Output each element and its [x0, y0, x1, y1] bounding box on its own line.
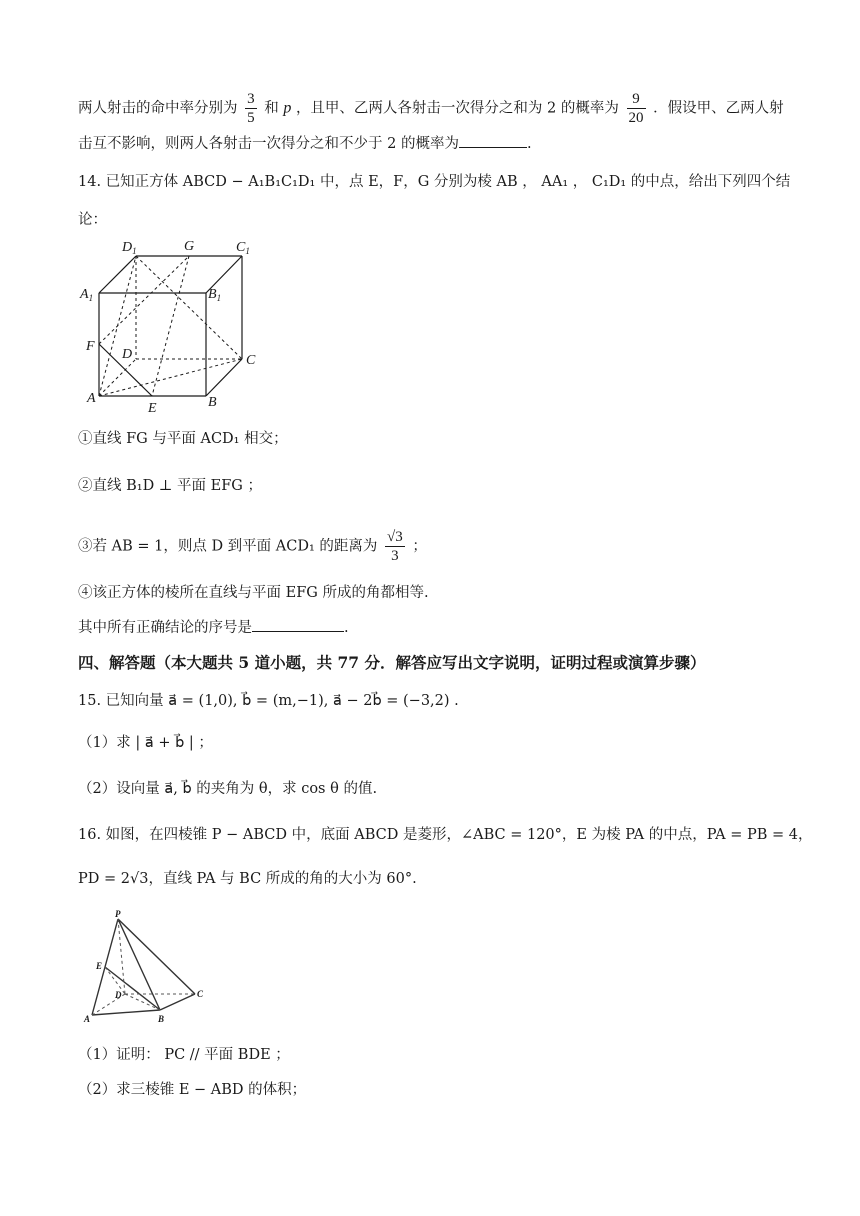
svg-text:P: P: [115, 909, 121, 919]
q14-conclusion-3: ③若 AB = 1，则点 D 到平面 ACD₁ 的距离为 $\frac{√3}{3}$ ；: [78, 529, 427, 564]
svg-text:E: E: [148, 401, 157, 416]
svg-text:D1: $D_1$: [122, 240, 137, 256]
q13-line2: 击互不影响，则两人各射击一次得分之和不少于 2 的概率为 .: [78, 133, 532, 154]
q14-stem-line1: 14. 已知正方体 ABCD − A₁B₁C₁D₁ 中，点 E，F，G 分别为棱 AB ， AA₁ ， C₁D₁ 的中点，给出下列四个结: [78, 174, 791, 190]
q16-stem-line2: PD = 2√3，直线 PA 与 BC 所成的角的大小为 60°.: [78, 871, 417, 887]
section-heading: 四、解答题（本大题共 5 道小题，共 77 分．解答应写出文字说明，证明过程或演算步骤）: [78, 653, 706, 672]
fraction-9-20: $\frac{9}{20}$: [628, 91, 644, 126]
q14-conclusion-1: ①直线 FG 与平面 ACD₁ 相交；: [78, 431, 288, 447]
svg-text:C1: $C_1$: [236, 240, 250, 256]
q14-ask: 其中所有正确结论的序号是 .: [78, 617, 349, 638]
q14-conclusion-2: ②直线 B₁D ⊥ 平面 EFG ；: [78, 478, 263, 494]
svg-text:E: E: [96, 961, 103, 971]
answer-blank: [252, 617, 344, 632]
svg-text:B: B: [158, 1014, 165, 1024]
q14-conclusion-4: ④该正方体的棱所在直线与平面 EFG 所成的角都相等.: [78, 585, 429, 601]
svg-text:D: D: [122, 347, 133, 362]
q14-stem-line2: 论：: [78, 212, 107, 228]
q16-part1: （1）证明： PC // 平面 BDE ；: [78, 1047, 290, 1063]
svg-text:A: A: [87, 391, 96, 406]
svg-text:B: B: [208, 395, 217, 410]
cube-figure: [78, 236, 268, 416]
svg-text:A1: $A_1$: [80, 287, 94, 303]
q15-part1: （1）求 | a⃗ + b⃗ | ；: [78, 735, 213, 751]
svg-text:C: C: [197, 989, 204, 999]
svg-text:A: A: [84, 1014, 91, 1024]
svg-text:D: D: [115, 990, 122, 1000]
q15-part2: （2）设向量 a⃗, b⃗ 的夹角为 θ，求 cos θ 的值.: [78, 781, 378, 797]
svg-text:G: G: [184, 239, 195, 254]
q16-part2: （2）求三棱锥 E − ABD 的体积；: [78, 1082, 307, 1098]
fraction-sqrt3-3: $\frac{√3}{3}$: [387, 529, 403, 564]
svg-text:F: F: [86, 339, 95, 354]
svg-text:C: C: [246, 353, 256, 368]
answer-blank: [459, 133, 527, 148]
fraction-3-5: $\frac{3}{5}$: [247, 91, 255, 126]
q16-stem-line1: 16. 如图，在四棱锥 P − ABCD 中，底面 ABCD 是菱形，∠ABC = 120°，E 为棱 PA 的中点，PA = PB = 4，: [78, 827, 813, 843]
q13-line1: 两人射击的命中率分别为 $\frac{3}{5}$ 和 p ，且甲、乙两人各射击一次得分之和为 2 的概率为 $\frac{9}{20}$ ．假设甲、乙两人射: [78, 91, 784, 126]
pyramid-figure: [78, 910, 218, 1030]
q15-stem: 15. 已知向量 a⃗ = (1,0), b⃗ = (m,−1), a⃗ − 2b⃗ = (−3,2) .: [78, 693, 459, 709]
svg-text:B1: $B_1$: [208, 287, 222, 303]
